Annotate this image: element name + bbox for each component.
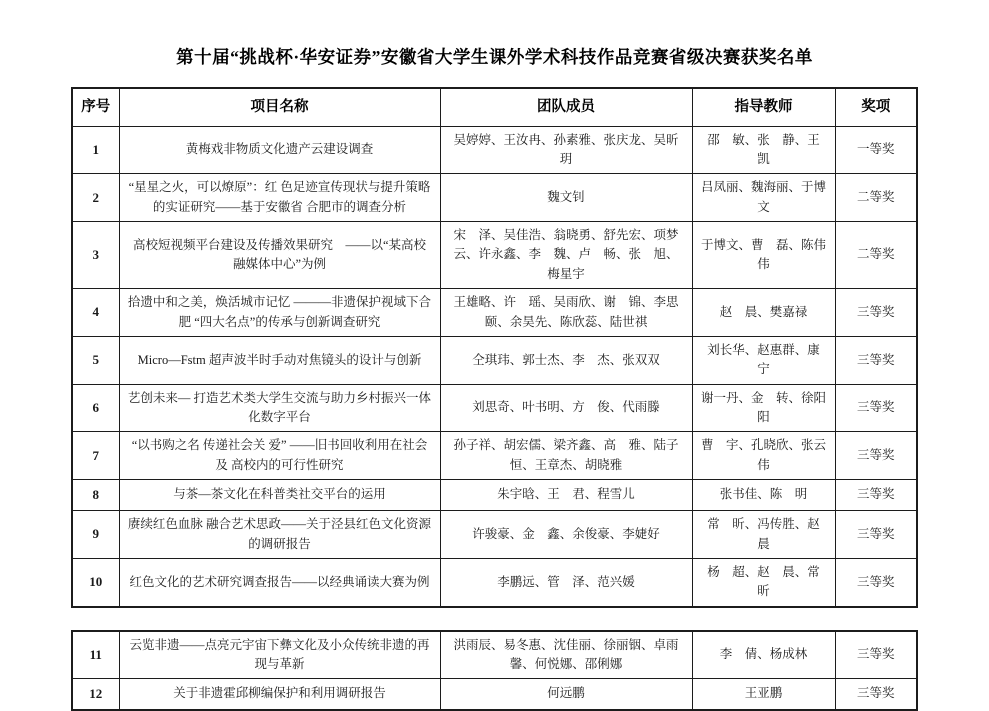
cell-no: 9 xyxy=(72,511,119,559)
cell-team: 许骏豪、金 鑫、余俊豪、李婕好 xyxy=(440,511,692,559)
header-team: 团队成员 xyxy=(440,88,692,126)
cell-advisors: 谢一丹、金 转、徐阳阳 xyxy=(692,384,835,432)
cell-no: 6 xyxy=(72,384,119,432)
cell-award: 三等奖 xyxy=(835,511,917,559)
table-row xyxy=(72,511,917,559)
cell-award: 三等奖 xyxy=(835,384,917,432)
cell-award: 二等奖 xyxy=(835,174,917,222)
table-row xyxy=(72,174,917,222)
table-row xyxy=(72,631,917,679)
header-project: 项目名称 xyxy=(119,88,440,126)
cell-no: 2 xyxy=(72,174,119,222)
cell-team: 孙子祥、胡宏儒、梁齐鑫、高 雅、陆子恒、王章杰、胡晓雅 xyxy=(440,432,692,480)
cell-no: 10 xyxy=(72,558,119,606)
cell-advisors: 刘长华、赵惠群、康 宁 xyxy=(692,336,835,384)
cell-award: 二等奖 xyxy=(835,222,917,289)
cell-award: 三等奖 xyxy=(835,631,917,679)
table-row xyxy=(72,679,917,710)
cell-advisors: 吕凤丽、魏海丽、于博文 xyxy=(692,174,835,222)
cell-advisors: 曹 宇、孔晓欣、张云伟 xyxy=(692,432,835,480)
cell-team: 吴婷婷、王汝冉、孙素雅、张庆龙、吴昕玥 xyxy=(440,126,692,174)
cell-award: 三等奖 xyxy=(835,432,917,480)
cell-team: 宋 泽、吴佳浩、翁晓勇、舒先宏、项梦云、许永鑫、李 魏、卢 畅、张 旭、梅星宇 xyxy=(440,222,692,289)
cell-project: 红色文化的艺术研究调查报告——以经典诵读大赛为例 xyxy=(119,558,440,606)
award-table-continued xyxy=(71,630,918,711)
cell-no: 3 xyxy=(72,222,119,289)
cell-team: 何远鹏 xyxy=(440,679,692,710)
cell-no: 1 xyxy=(72,126,119,174)
table-row xyxy=(72,384,917,432)
cell-project: 云览非遗——点亮元宇宙下彝文化及小众传统非遗的再现与革新 xyxy=(119,631,440,679)
cell-no: 8 xyxy=(72,480,119,511)
cell-advisors: 于博文、曹 磊、陈伟伟 xyxy=(692,222,835,289)
cell-team: 洪雨辰、易冬惠、沈佳丽、徐丽铟、卓雨馨、何悦娜、邵俐娜 xyxy=(440,631,692,679)
cell-project: 黄梅戏非物质文化遗产云建设调查 xyxy=(119,126,440,174)
table-body-continued xyxy=(72,631,917,710)
table-row xyxy=(72,222,917,289)
cell-advisors: 赵 晨、樊嘉禄 xyxy=(692,289,835,337)
table-header xyxy=(72,88,917,126)
cell-team: 魏文钊 xyxy=(440,174,692,222)
cell-project: 关于非遗霍邱柳编保护和利用调研报告 xyxy=(119,679,440,710)
page-title: 第十届“挑战杯·华安证券”安徽省大学生课外学术科技作品竞赛省级决赛获奖名单 xyxy=(176,47,813,67)
cell-no: 7 xyxy=(72,432,119,480)
table-row xyxy=(72,126,917,174)
cell-project: 赓续红色血脉 融合艺术思政——关于泾县红色文化资源的调研报告 xyxy=(119,511,440,559)
cell-no: 4 xyxy=(72,289,119,337)
cell-advisors: 李 倩、杨成林 xyxy=(692,631,835,679)
cell-project: 拾遗中和之美，焕活城市记忆 ———非遗保护视域下合肥 “四大名点”的传承与创新调查研究 xyxy=(119,289,440,337)
header-award: 奖项 xyxy=(835,88,917,126)
table-row xyxy=(72,432,917,480)
cell-award: 三等奖 xyxy=(835,558,917,606)
cell-award: 三等奖 xyxy=(835,336,917,384)
cell-project: “以书购之名 传递社会关 爱” ——旧书回收利用在社会及 高校内的可行性研究 xyxy=(119,432,440,480)
table-body-main xyxy=(72,126,917,607)
cell-award: 一等奖 xyxy=(835,126,917,174)
header-advisors: 指导教师 xyxy=(692,88,835,126)
cell-advisors: 杨 超、赵 晨、常 昕 xyxy=(692,558,835,606)
cell-award: 三等奖 xyxy=(835,289,917,337)
table-row xyxy=(72,336,917,384)
cell-advisors: 张书佳、陈 明 xyxy=(692,480,835,511)
table-row xyxy=(72,480,917,511)
cell-no: 12 xyxy=(72,679,119,710)
cell-team: 刘思奇、叶书明、方 俊、代雨滕 xyxy=(440,384,692,432)
table-row xyxy=(72,289,917,337)
award-table-main xyxy=(71,87,918,608)
cell-team: 李鹏远、管 泽、范兴媛 xyxy=(440,558,692,606)
cell-team: 朱宇晗、王 君、程雪儿 xyxy=(440,480,692,511)
cell-award: 三等奖 xyxy=(835,480,917,511)
cell-project: Micro—Fstm 超声波半时手动对焦镜头的设计与创新 xyxy=(119,336,440,384)
cell-team: 王雄略、许 瑶、吴雨欣、谢 锦、李思颐、余昊先、陈欣蕊、陆世祺 xyxy=(440,289,692,337)
cell-project: 与茶—茶文化在科普类社交平台的运用 xyxy=(119,480,440,511)
cell-project: “星星之火，可以燎原”：红 色足迹宣传现状与提升策略的实证研究——基于安徽省 合肥市的调查分析 xyxy=(119,174,440,222)
cell-award: 三等奖 xyxy=(835,679,917,710)
header-row xyxy=(72,88,917,126)
cell-advisors: 邵 敏、张 静、王 凯 xyxy=(692,126,835,174)
header-no: 序号 xyxy=(72,88,119,126)
cell-project: 艺创未来— 打造艺术类大学生交流与助力乡村振兴一体化数字平台 xyxy=(119,384,440,432)
cell-no: 11 xyxy=(72,631,119,679)
cell-advisors: 王亚鹏 xyxy=(692,679,835,710)
cell-team: 仝琪玮、郭士杰、李 杰、张双双 xyxy=(440,336,692,384)
cell-no: 5 xyxy=(72,336,119,384)
table-row xyxy=(72,558,917,606)
cell-advisors: 常 昕、冯传胜、赵 晨 xyxy=(692,511,835,559)
cell-project: 高校短视频平台建设及传播效果研究 ——以“某高校融媒体中心”为例 xyxy=(119,222,440,289)
